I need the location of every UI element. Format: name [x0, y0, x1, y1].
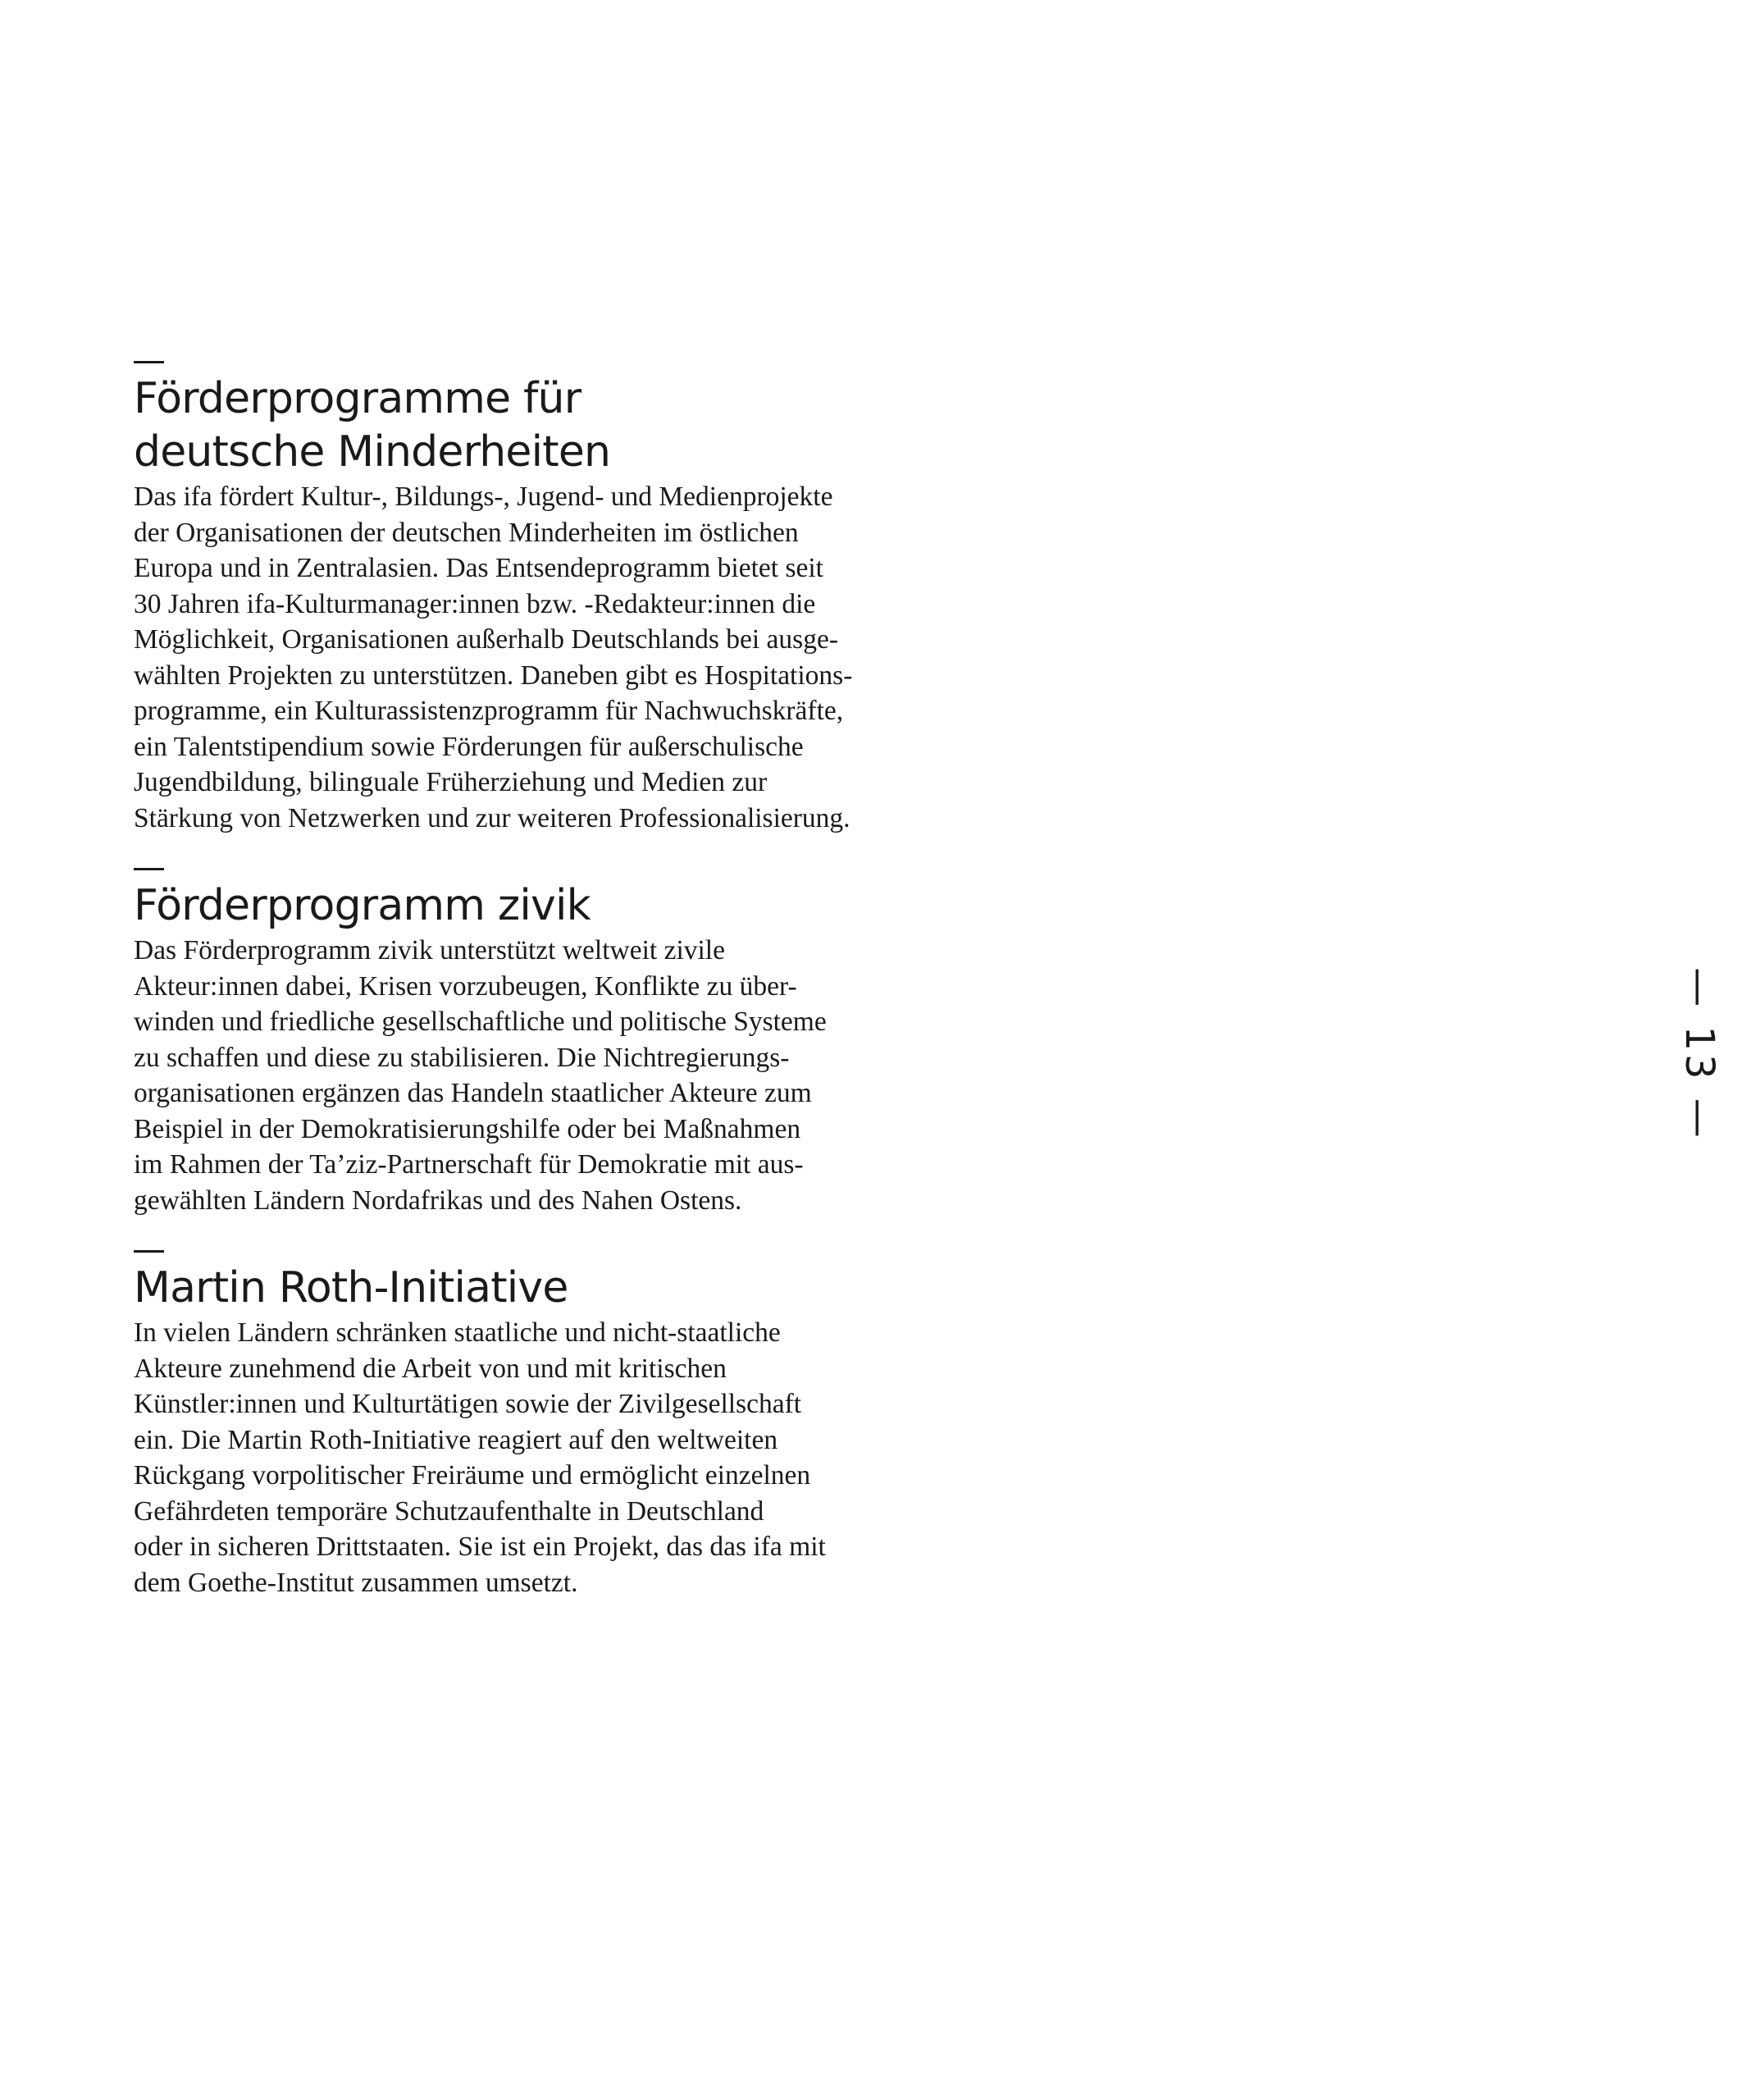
body-line: dem Goethe-Institut zusammen umsetzt. [134, 1567, 578, 1598]
section-body [134, 933, 827, 1218]
body-line: winden und friedliche gesellschaftliche und politische Systeme [134, 1007, 827, 1037]
body-line: Gefährdeten temporäre Schutzaufenthalte in Deutschland [134, 1495, 764, 1527]
body-line: Das Förderprogramm zivik unterstützt weltweit zivile [134, 935, 725, 966]
body-line: organisationen ergänzen das Handeln staatlicher Akteure zum [134, 1078, 812, 1108]
body-line: Rückgang vorpolitischer Freiräume und ermöglicht einzelnen [134, 1460, 811, 1491]
body-line: zu schaffen und diese zu stabilisieren. Die Nichtregierungs- [134, 1042, 790, 1073]
body-line: Europa und in Zentralasien. Das Entsendeprogramm bietet seit [134, 553, 823, 583]
body-line: Künstler:innen und Kulturtätigen sowie der Zivilgesellschaft [134, 1389, 802, 1419]
section-dash [134, 1250, 164, 1253]
body-line: ein. Die Martin Roth-Initiative reagiert auf den weltweiten [134, 1424, 778, 1455]
body-line: der Organisationen der deutschen Minderheiten im östlichen [134, 517, 799, 548]
title-line: Martin Roth-Initiative [134, 1263, 568, 1312]
section-title [134, 372, 852, 479]
body-line: Jugendbildung, bilinguale Früherziehung und Medien zur [134, 767, 768, 797]
title-line: Förderprogramm zivik [134, 881, 591, 930]
body-line: Möglichkeit, Organisationen außerhalb Deutschlands bei ausge- [134, 624, 838, 655]
body-line: Stärkung von Netzwerken und zur weiteren Professionalisierung. [134, 802, 850, 833]
section-martin-roth-initiative [134, 1250, 826, 1600]
title-line: deutsche Minderheiten [134, 427, 611, 477]
section-body [134, 1315, 826, 1600]
section-title [134, 879, 827, 933]
body-line: oder in sicheren Drittstaaten. Sie ist ein Projekt, das das ifa mit [134, 1532, 826, 1562]
body-line: Akteur:innen dabei, Krisen vorzubeugen, Konflikte zu über- [134, 970, 797, 1002]
body-line: gewählten Ländern Nordafrikas und des Nahen Ostens. [134, 1185, 742, 1216]
page-number: — 13 — [1676, 967, 1722, 1141]
body-line: 30 Jahren ifa-Kulturmanager:innen bzw. -Redakteur:innen die [134, 588, 816, 619]
section-title [134, 1262, 826, 1315]
body-line: programme, ein Kulturassistenzprogramm für Nachwuchskräfte, [134, 696, 844, 726]
section-body [134, 479, 852, 836]
body-line: Das ifa fördert Kultur-, Bildungs-, Jugend- und Medienprojekte [134, 482, 833, 512]
body-line: im Rahmen der Ta’ziz-Partnerschaft für Demokratie mit aus- [134, 1149, 804, 1180]
body-line: In vielen Ländern schränken staatliche und nicht-staatliche [134, 1317, 781, 1348]
body-line: Beispiel in der Demokratisierungshilfe oder bei Maßnahmen [134, 1113, 801, 1144]
section-dash [134, 361, 164, 363]
section-deutsche-minderheiten [134, 361, 852, 836]
body-line: wählten Projekten zu unterstützen. Daneben gibt es Hospitations- [134, 660, 853, 691]
section-dash [134, 868, 164, 870]
page-number-container [1676, 967, 1722, 1141]
title-line: Förderprogramme für [134, 374, 581, 423]
body-line: ein Talentstipendium sowie Förderungen für außerschulische [134, 731, 804, 762]
section-zivik [134, 868, 827, 1218]
body-line: Akteure zunehmend die Arbeit von und mit kritischen [134, 1353, 727, 1384]
